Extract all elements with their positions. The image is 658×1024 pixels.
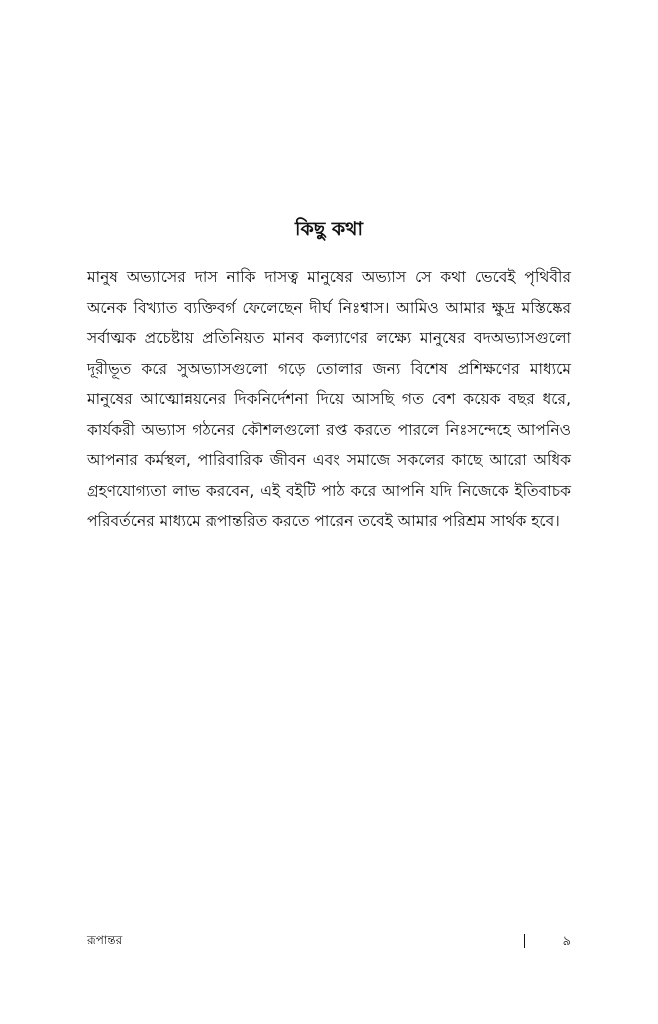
body-paragraph: মানুষ অভ্যাসের দাস নাকি দাসত্ব মানুষের অভ্যাস সে কথা ভেবেই পৃথিবীর অনেক বিখ্যাত ব্যক্তিবর্গ ফেলেছেন দীর্ঘ নিঃশ্বাস। আমিও আমার ক্ষুদ্র মস্তিষ্কের সর্বাত্মক প্রচেষ্টায় প্রতিনিয়ত মানব কল্যাণের লক্ষ্যে মানুষের বদঅভ্যাসগুলো দূরীভূত করে সুঅভ্যাসগুলো গড়ে তোলার জন্য বিশেষ প্রশিক্ষণের মাধ্যমে মানুষের আত্মোন্নয়নের দিকনির্দেশনা দিয়ে আসছি গত বেশ কয়েক বছর ধরে, কার্যকরী অভ্যাস গঠনের কৌশলগুলো রপ্ত করতে পারলে নিঃসন্দেহে আপনিও আপনার কর্মস্থল, পারিবারিক জীবন এবং সমাজে সকলের কাছে আরো অধিক গ্রহণযোগ্যতা লাভ করবেন, এই বইটি পাঠ করে আপনি যদি নিজেকে ইতিবাচক পরিবর্তনের মাধ্যমে রূপান্তরিত করতে পারেন তবেই আমার পরিশ্রম সার্থক হবে। — [87, 268, 571, 530]
page-number: ৯ — [562, 934, 571, 949]
page-footer — [87, 932, 571, 952]
page-title: কিছু কথা — [295, 217, 363, 240]
footer-book-title: রূপান্তর — [87, 933, 123, 947]
footer-divider — [524, 934, 526, 948]
